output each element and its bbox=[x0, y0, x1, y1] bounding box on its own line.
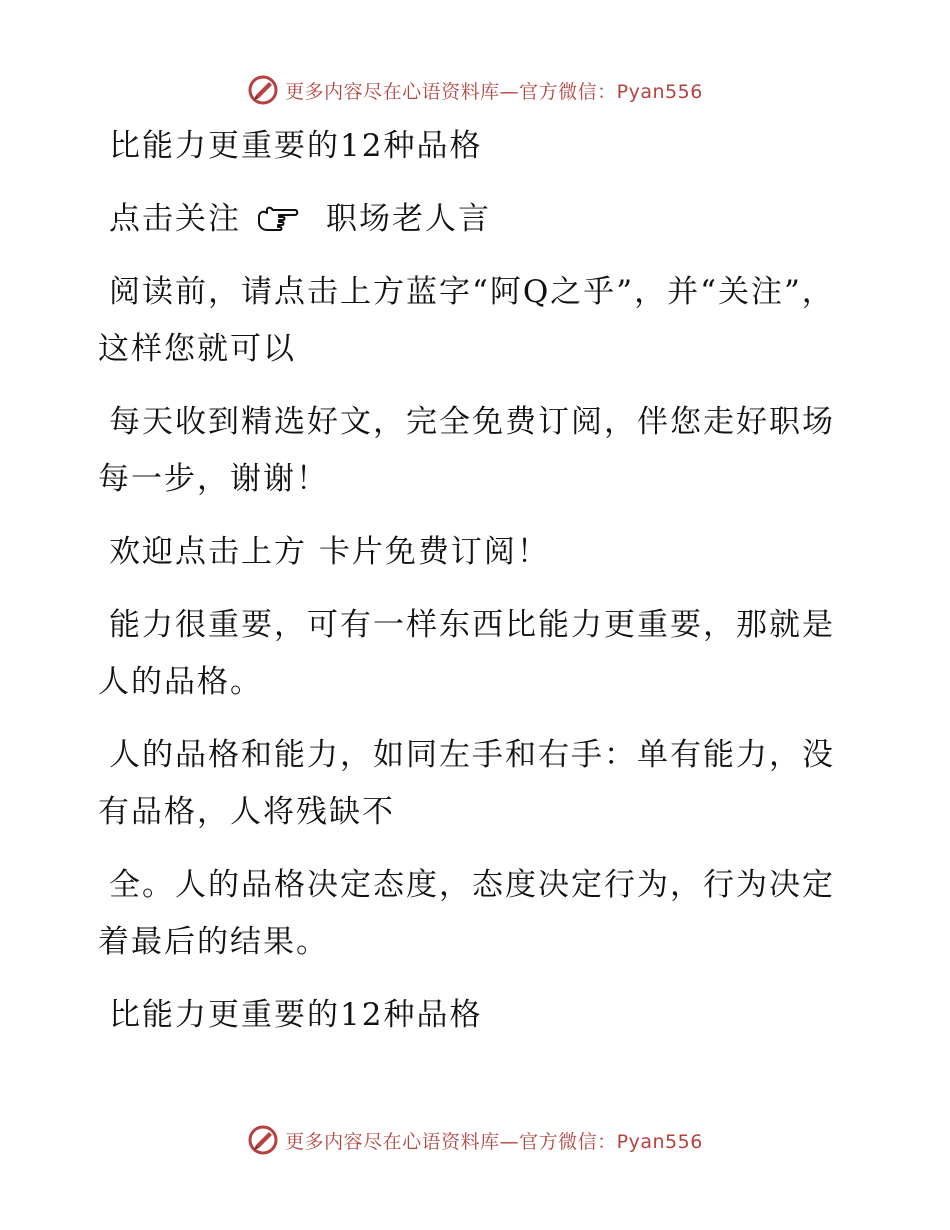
paragraph: 欢迎点击上方 卡片免费订阅！ bbox=[109, 534, 550, 570]
pen-circle-logo-icon bbox=[247, 74, 279, 106]
follow-suffix: 职场老人言 bbox=[326, 201, 491, 237]
closing-title: 比能力更重要的12种品格 bbox=[109, 997, 483, 1033]
header-banner-text: 更多内容尽在心语资料库—官方微信：Pyan556 bbox=[285, 80, 703, 103]
paragraph: 全。人的品格决定态度，态度决定行为，行为决定着最后的结果。 bbox=[98, 867, 835, 960]
document-title: 比能力更重要的12种品格 bbox=[109, 128, 483, 164]
paragraph: 能力很重要，可有一样东西比能力更重要，那就是人的品格。 bbox=[98, 607, 835, 700]
paragraph: 阅读前，请点击上方蓝字“阿Q之乎”，并“关注”，这样您就可以 bbox=[98, 274, 835, 367]
paragraph: 每天收到精选好文，完全免费订阅，伴您走好职场每一步，谢谢！ bbox=[98, 404, 835, 497]
pen-circle-logo-icon bbox=[247, 1124, 279, 1156]
paragraph: 人的品格和能力，如同左手和右手：单有能力，没有品格，人将残缺不 bbox=[98, 737, 835, 830]
follow-line bbox=[98, 191, 838, 248]
footer-banner-text: 更多内容尽在心语资料库—官方微信：Pyan556 bbox=[285, 1130, 703, 1153]
pointing-hand-icon bbox=[255, 205, 301, 235]
follow-prefix: 点击关注 bbox=[109, 201, 241, 237]
header-banner bbox=[0, 70, 950, 110]
footer-banner bbox=[0, 1120, 950, 1160]
document-body bbox=[98, 118, 838, 1060]
